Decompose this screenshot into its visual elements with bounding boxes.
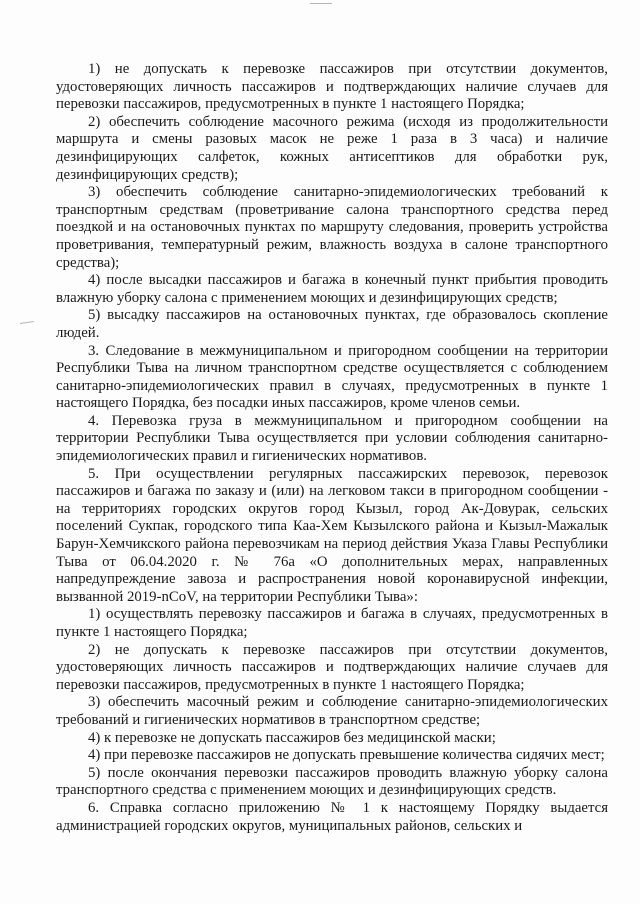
paragraph: 5) после окончания перевозки пассажиров проводить влажную уборку салона транспортного средства с применением моющих и дезинфицирующих средств. — [56, 764, 608, 799]
paragraph: 4) после высадки пассажиров и багажа в конечный пункт прибытия проводить влажную уборку салона с применением моющих и дезинфицирующих средств; — [56, 272, 608, 306]
paragraph: 2) обеспечить соблюдение масочного режима (исходя из продолжительности маршрута и смены разовых масок не реже 1 раза в 3 часа) и наличие дезинфицирующих салфеток, кожных антисептиков для обработки рук, дезинфицирующих средств); — [56, 113, 608, 183]
paragraph: 4) при перевозке пассажиров не допускать превышение количества сидячих мест; — [88, 747, 605, 764]
paragraph: 4. Перевозка груза в межмуниципальном и пригородном сообщении на территории Республики Тыва осуществляется при условии соблюдения санитарно-эпидемиологических правил и гигиенических нормативов. — [56, 412, 608, 465]
paragraph: 6. Справка согласно приложению № 1 к настоящему Порядку выдается администрацией городских округов, муниципальных районов, сельских и — [56, 799, 608, 834]
scan-artifact — [310, 3, 332, 4]
paragraph: 5) высадку пассажиров на остановочных пунктах, где образовалось скопление людей. — [56, 307, 608, 341]
scan-artifact — [20, 321, 34, 324]
paragraph: 2) не допускать к перевозке пассажиров при отсутствии документов, удостоверяющих личность пассажиров и подтверждающих наличие случаев для перевозки пассажиров, предусмотренных в пункте 1 настоящего Порядка; — [56, 641, 608, 693]
paragraph: 1) не допускать к перевозке пассажиров при отсутствии документов, удостоверяющих личность пассажиров и подтверждающих наличие случаев для перевозки пассажиров, предусмотренных в пункте 1 настоящего Порядка; — [56, 61, 608, 113]
paragraph: 3) обеспечить масочный режим и соблюдение санитарно-эпидемиологических требований и гигиенических нормативов в транспортном средстве; — [56, 694, 608, 728]
paragraph: 4) к перевозке не допускать пассажиров без медицинской маски; — [88, 729, 496, 746]
paragraph: 5. При осуществлении регулярных пассажирских перевозок, перевозок пассажиров и багажа по заказу и (или) на легковом такси в пригородном сообщении - на территориях городских округов город Кызыл, город Ак-Довурак, сельских поселений Сукпак, городского типа Каа-Хем Кызылского района и Кызыл-Мажалык Барун-Хемчикского района перевозчикам на период действия Указа Главы Республики Тыва от 06.04.2020 г. № 76а «О дополнительных мерах, направленных напредупреждение завоза и распространения новой коронавирусной инфекции, вызванной 2019-nCoV, на территории Республики Тыва»: — [56, 465, 608, 605]
paragraph: 3) обеспечить соблюдение санитарно-эпидемиологических требований к транспортным средствам (проветривание салона транспортного средства перед поездкой и на остановочных пунктах по маршруту следования, проверить устройства проветривания, температурный режим, влажность воздуха в салоне транспортного средства); — [56, 184, 608, 271]
paragraph: 1) осуществлять перевозку пассажиров и багажа в случаях, предусмотренных в пункте 1 настоящего Порядка; — [56, 606, 608, 640]
paragraph: 3. Следование в межмуниципальном и пригородном сообщении на территории Республики Тыва на личном транспортном средстве осуществляется с соблюдением санитарно-эпидемиологических правил в случаях, предусмотренных в пункте 1 настоящего Порядка, без посадки иных пассажиров, кроме членов семьи. — [56, 342, 608, 412]
document-body — [56, 61, 608, 835]
